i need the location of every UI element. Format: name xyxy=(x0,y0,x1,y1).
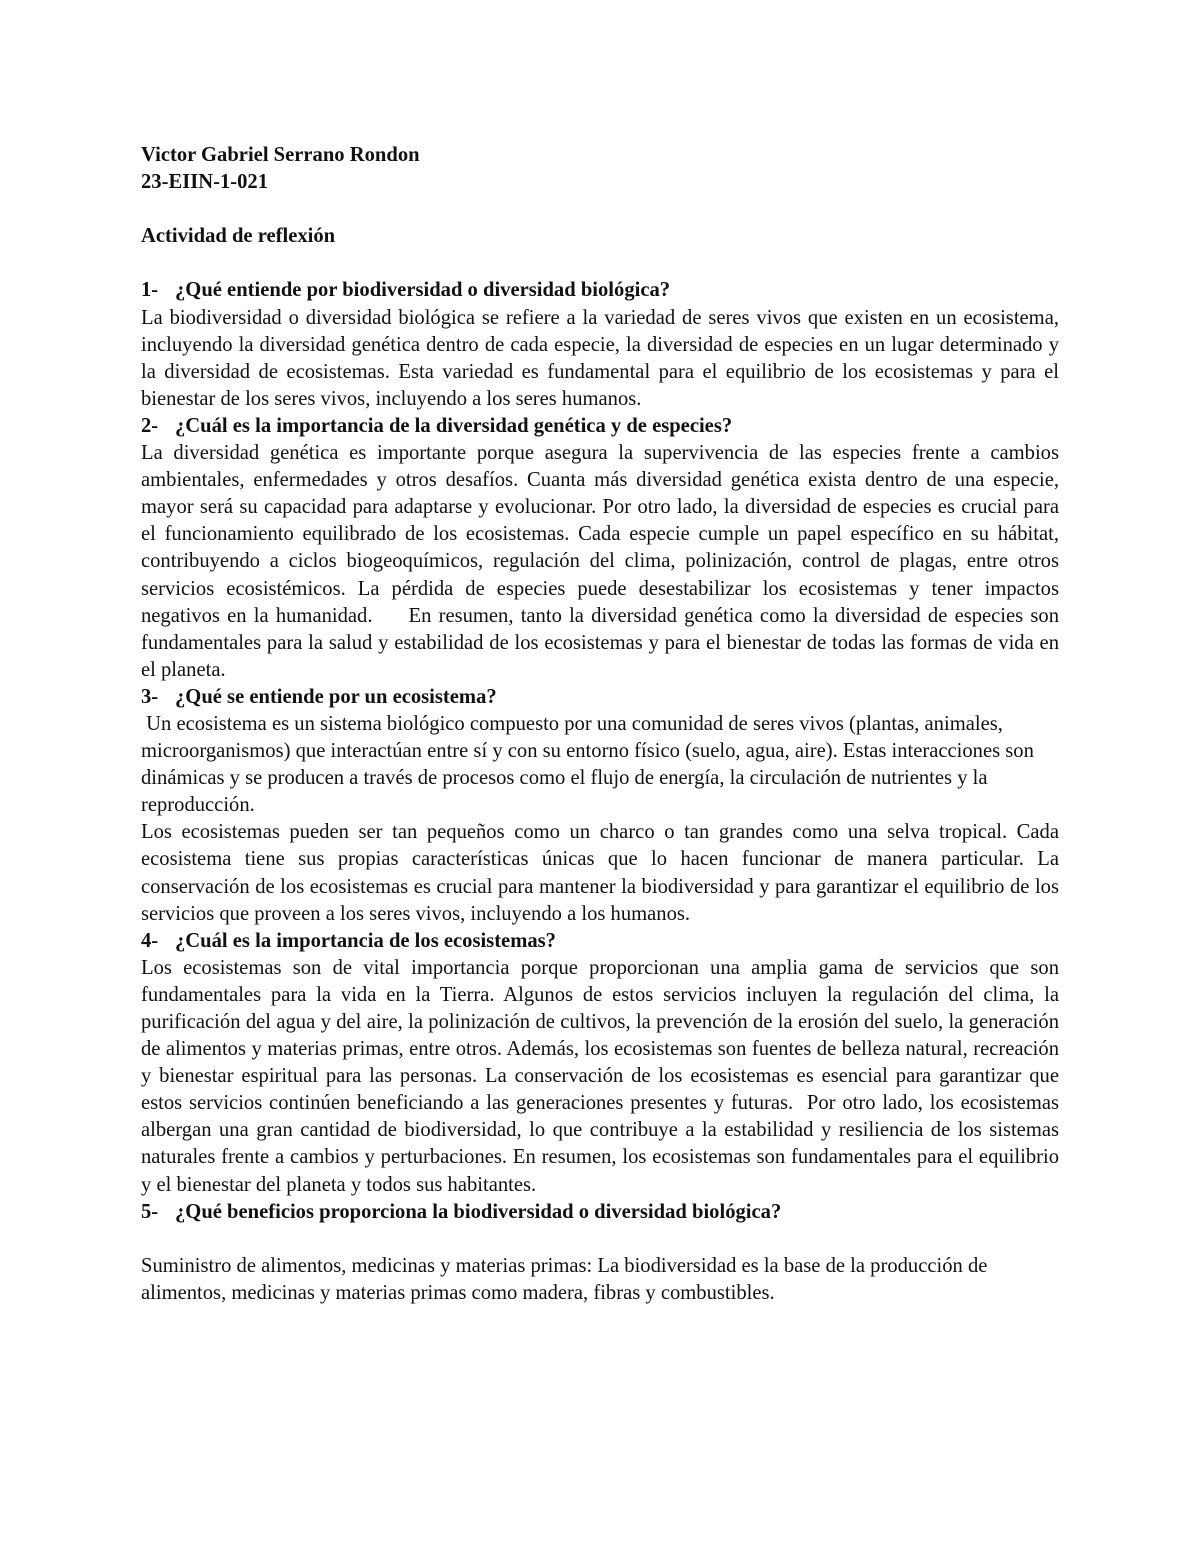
document-page xyxy=(141,142,1065,1307)
document-header xyxy=(141,142,1059,277)
answer-3-paragraph-1: Un ecosistema es un sistema biológico compuesto por una comunidad de seres vivos (plantas, animales, microorganismos) que interactúan entre sí y con su entorno físico (suelo, agua, aire). Estas interacciones son dinámicas y se producen a través de procesos como el flujo de energía, la circulación de nutrientes y la reproducción. xyxy=(141,712,1040,817)
question-text: ¿Qué se entiende por un ecosistema? xyxy=(175,685,497,708)
question-4-heading xyxy=(141,928,1059,955)
document-title: Actividad de reflexión xyxy=(141,225,336,248)
answer-1-paragraph: La biodiversidad o diversidad biológica se refiere a la variedad de seres vivos que existen en un ecosistema, incluyendo la diversidad genética dentro de cada especie, la diversidad de especies en un lugar determinado y la diversidad de ecosistemas. Esta variedad es fundamental para el equilibrio de los ecosistemas y para el bienestar de los seres vivos, incluyendo a los seres humanos. xyxy=(141,306,1059,410)
question-number: 3- xyxy=(141,685,159,708)
answer-2-paragraph: La diversidad genética es importante porque asegura la supervivencia de las especies frente a cambios ambientales, enfermedades y otros desafíos. Cuanta más diversidad genética exista dentro de una especie, mayor será su capacidad para adaptarse y evolucionar. Por otro lado, la diversidad de especies es crucial para el funcionamiento equilibrado de los ecosistemas. Cada especie cumple un papel específico en su hábitat, contribuyendo a ciclos biogeoquímicos, regulación del clima, polinización, control de plagas, entre otros servicios ecosistémicos. La pérdida de especies puede desestabilizar los ecosistemas y tener impactos negativos en la humanidad. En resumen, tanto la diversidad genética como la diversidad de especies son fundamentales para la salud y estabilidad de los ecosistemas y para el bienestar de todas las formas de vida en el planeta. xyxy=(141,442,1065,681)
question-1-heading xyxy=(141,277,1059,304)
question-5-heading xyxy=(141,1199,1059,1226)
answer-5-paragraph: Suministro de alimentos, medicinas y materias primas: La biodiversidad es la base de la producción de alimentos, medicinas y materias primas como madera, fibras y combustibles. xyxy=(141,1254,988,1304)
question-text: ¿Qué entiende por biodiversidad o diversidad biológica? xyxy=(175,279,671,302)
question-text: ¿Cuál es la importancia de los ecosistemas? xyxy=(175,929,556,952)
student-id: 23-EIIN-1-021 xyxy=(141,171,268,194)
answer-4-paragraph: Los ecosistemas son de vital importancia porque proporcionan una amplia gama de servicios que son fundamentales para la vida en la Tierra. Algunos de estos servicios incluyen la regulación del clima, la purificación del agua y del aire, la polinización de cultivos, la prevención de la erosión del suelo, la generación de alimentos y materias primas, entre otros. Además, los ecosistemas son fuentes de belleza natural, recreación y bienestar espiritual para las personas. La conservación de los ecosistemas es esencial para garantizar que estos servicios continúen beneficiando a las generaciones presentes y futuras. Por otro lado, los ecosistemas albergan una gran cantidad de biodiversidad, lo que contribuye a la estabilidad y resiliencia de los sistemas naturales frente a cambios y perturbaciones. En resumen, los ecosistemas son fundamentales para el equilibrio y el bienestar del planeta y todos sus habitantes. xyxy=(141,956,1065,1196)
question-3-heading xyxy=(141,684,1059,711)
answer-3-paragraph-2: Los ecosistemas pueden ser tan pequeños como un charco o tan grandes como una selva tropical. Cada ecosistema tiene sus propias características únicas que lo hacen funcionar de manera particular. La conservación de los ecosistemas es crucial para mantener la biodiversidad y para garantizar el equilibrio de los servicios que proveen a los seres vivos, incluyendo a los humanos. xyxy=(141,821,1059,925)
question-number: 2- xyxy=(141,414,159,437)
question-number: 5- xyxy=(141,1200,159,1223)
question-text: ¿Qué beneficios proporciona la biodiversidad o diversidad biológica? xyxy=(175,1200,782,1223)
question-text: ¿Cuál es la importancia de la diversidad genética y de especies? xyxy=(175,414,733,437)
question-number: 1- xyxy=(141,279,159,302)
question-number: 4- xyxy=(141,929,159,952)
question-2-heading xyxy=(141,413,1059,440)
author-name: Victor Gabriel Serrano Rondon xyxy=(141,144,420,166)
